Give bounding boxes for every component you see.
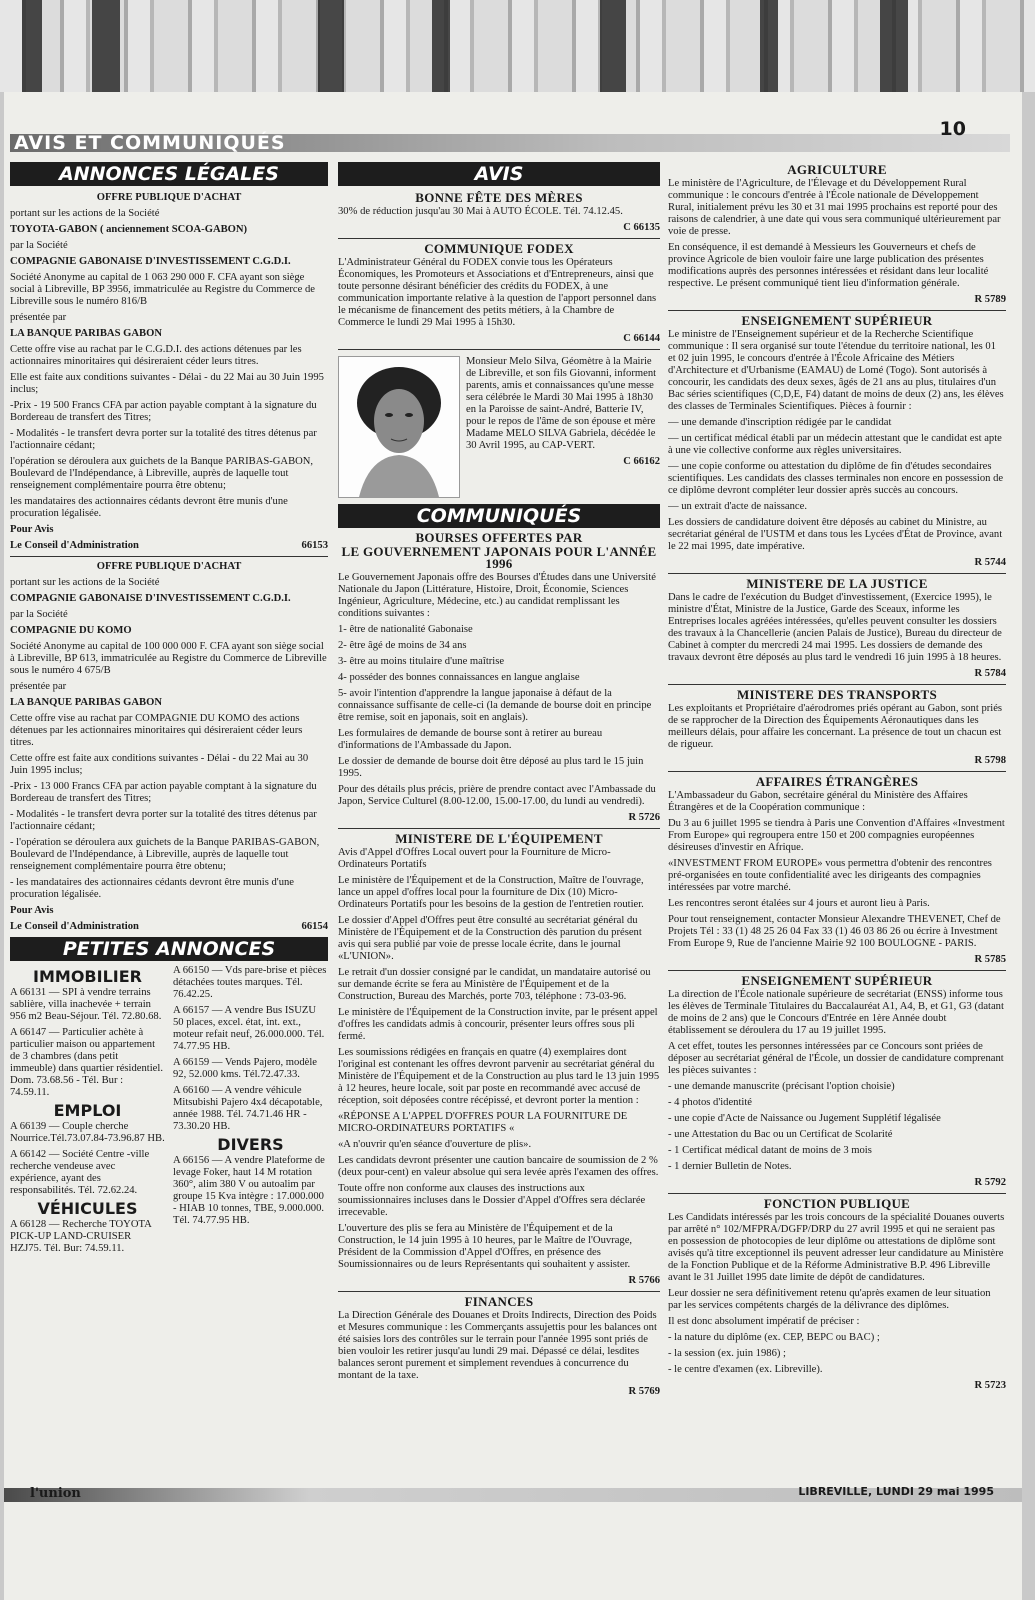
notice-paragraph: Le ministère de l'Équipement de la Construction invite, par le présent appel d'offres les candidats admis à concourir, présenter leurs offres sous pli fermé. (338, 1007, 658, 1042)
obituary-notice (338, 356, 660, 498)
divider (338, 1291, 660, 1292)
classified-ad: A 66150 — Vds pare-brise et pièces détachées toutes marques. Tél. 76.42.25. (173, 965, 327, 1000)
offer-line: présentée par (10, 681, 67, 692)
banner-avis: AVIS (338, 162, 660, 186)
scan-top-band (0, 0, 1035, 92)
notice-paragraph: «A n'ouvrir qu'en séance d'ouverture de plis». (338, 1139, 532, 1150)
notice-paragraph: Le dossier d'Appel d'Offres peut être consulté au secrétariat général du Ministère de l'Équipement et de la Construction dès parution du présent avis qui sera publié par voie de presse locale écrite, dans le journal «L'UNION». (338, 915, 642, 962)
notice-paragraph: Le ministère de l'Agriculture, de l'Élevage et du Développement Rural communique : le concours d'entrée à l'École nationale de Développement Rural, initialement prévu les 30 et 31 mai 1995 prochains est reporté pour des raisons de calendrier, à une date qui vous sera communiqué ultérieurement par voie de presse. (668, 178, 1001, 237)
classified-ad: A 66139 — Couple cherche Nourrice.Tél.73.07.84-73.96.87 HB. (10, 1121, 165, 1144)
notice-paragraph: Les formulaires de demande de bourse sont à retirer au bureau d'informations de l'Ambassade du Japon. (338, 728, 603, 751)
ad-reference: R 5792 (974, 1177, 1006, 1188)
classified-ad: A 66156 — A vendre Plateforme de levage Foker, haut 14 M rotation 360°, alim 380 V ou autoalim par groupe 15 Kva intègre : 17.000.000 - HIAB 10 tonnes, TBE, 9.000.000. Tél. 74.77.95 HB. (173, 1155, 325, 1226)
column-ministeres (668, 162, 1006, 1392)
notice-text: Les exploitants et Propriétaire d'aérodromes priés opérant au Gabon, sont priés de se rapprocher de la Direction des Équipements Aéronautiques dans les meilleurs délais, pour affaire les concernant. La présence de tout un chacun est de rigueur. (668, 703, 1003, 750)
category-heading: DIVERS (217, 1135, 284, 1154)
offer-line: COMPAGNIE GABONAISE D'INVESTISSEMENT C.G.D.I. (10, 593, 291, 604)
divider (10, 556, 328, 557)
ad-reference: R 5769 (628, 1386, 660, 1397)
offer-paragraph: -Prix - 19 500 Francs CFA par action payable comptant à la signature du Bordereau de transfert des Titres; (10, 400, 317, 423)
notice-paragraph: - le centre d'examen (ex. Libreville). (668, 1364, 823, 1375)
ad-reference: 66153 (301, 540, 328, 551)
notice-text: La Direction Générale des Douanes et Droits Indirects, Direction des Poids et Mesures communique : les Commerçants assujettis pour les balances ont été saisies lors des contrôles sur le terrain pour l'année 1995 sont priés de bien vouloir les retirer jusqu'au lundi 29 mai. Dépassé ce délai, lesdites balances seront purement et simplement revendues à concurrence du montant de la taxe. (338, 1310, 657, 1381)
classified-ad: A 66159 — Vends Pajero, modèle 92, 52.000 kms. Tél.72.47.33. (173, 1057, 317, 1080)
notice-paragraph: - 4 photos d'identité (668, 1097, 752, 1108)
offer-paragraph: les mandataires des actionnaires cédants devront être munis d'une procuration légalisée. (10, 496, 288, 519)
offer-paragraph: Cette offre vise au rachat par COMPAGNIE DU KOMO des actions détenues par les actionnaires minoritaires qui désireraient céder leurs titres. (10, 713, 303, 748)
offer-line: par la Société (10, 609, 68, 620)
notice-title: MINISTERE DES TRANSPORTS (736, 687, 938, 702)
notice-paragraph: Les dossiers de candidature doivent être déposés au cabinet du Ministre, au secrétariat général de l'USTM et dans tous les Lycées d'État de Province, avant le 22 mai 1995, date impérative. (668, 517, 1003, 552)
notice-paragraph: Leur dossier ne sera définitivement retenu qu'après examen de leur situation par les services compétents chargés de la délivrance des diplômes. (668, 1288, 991, 1311)
notice-subtitle: LE GOUVERNEMENT JAPONAIS POUR L'ANNÉE 1996 (341, 544, 657, 571)
notice-paragraph: Le dossier de demande de bourse doit être déposé au plus tard le 15 juin 1995. (338, 756, 644, 779)
notice-paragraph: 1- être de nationalité Gabonaise (338, 624, 473, 635)
notice-paragraph: - une demande manuscrite (précisant l'option choisie) (668, 1081, 895, 1092)
ad-reference: C 66144 (623, 333, 660, 344)
notice-paragraph: Les soumissions rédigées en français en quatre (4) exemplaires dont l'original est contenant les offres devront parvenir au secrétariat général du Ministère de l'Équipement et de la Construction au plus tard le 13 juin 1995 à 12 heures, heure locale, soit par poste en recommandé avec accusé de réception, soit déposées contre récépissé, et devront porter la mention : (338, 1047, 660, 1106)
offer-paragraph: - l'opération se déroulera aux guichets de la Banque PARIBAS-GABON, Boulevard de l'Indépendance, à Libreville, auprès de laquelle tout renseignement complémentaire pourra être obtenu; (10, 837, 320, 872)
offer-line: Société Anonyme au capital de 100 000 000 F. CFA ayant son siège social à Libreville, BP 613, immatriculée au Registre du Commerce de Libreville sous le numéro 4 675/B (10, 641, 327, 676)
offer-line: COMPAGNIE DU KOMO (10, 625, 132, 636)
offer-paragraph: - Modalités - le transfert devra porter sur la totalité des titres détenus par l'actionnaire cédant; (10, 809, 317, 832)
notice-paragraph: 2- être âgé de moins de 34 ans (338, 640, 467, 651)
classified-ad: A 66157 — A vendre Bus ISUZU 50 places, excel. état, int. ext., moteur refait neuf, 26.000.000. Tél. 74.77.95 HB. (173, 1005, 325, 1052)
notice-paragraph: L'ouverture des plis se fera au Ministère de l'Équipement et de la Construction, le 14 juin 1995 à 10 heures, par le Maître de l'Ouvrage, Président de la Commission d'Appel d'Offres, en présence des Soumissionnaires ou de leurs Représentants qui souhaitent y assister. (338, 1223, 633, 1270)
offer-paragraph: -Prix - 13 000 Francs CFA par action payable comptant à la signature du Bordereau de transfert des Titres; (10, 781, 317, 804)
notice-paragraph: 3- être au moins titulaire d'une maîtrise (338, 656, 505, 667)
classified-ad: A 66131 — SPI à vendre terrains sablière, villa inachevée + terrain 956 m2 Beau-Séjour. Tél. 72.80.68. (10, 987, 162, 1022)
notice-paragraph: Le ministère de l'Équipement et de la Construction, Maître de l'ouvrage, lance un appel d'offres local pour la fourniture de Dix (10) Micro-Ordinateurs Portatifs pour les besoins de la gestion de l'entretien routier. (338, 875, 644, 910)
divider (668, 970, 1006, 971)
offer-line: portant sur les actions de la Société (10, 577, 160, 588)
offer-publique-1 (10, 192, 328, 552)
notice-paragraph: L'Ambassadeur du Gabon, secrétaire général du Ministère des Affaires Étrangères et de la Coopération communique : (668, 790, 968, 813)
signature-row (10, 921, 328, 933)
pour-avis: Pour Avis (10, 905, 54, 916)
pour-avis: Pour Avis (10, 524, 54, 535)
ad-reference: R 5784 (974, 668, 1006, 679)
notice-paragraph: Pour des détails plus précis, prière de prendre contact avec l'Ambassade du Japon, Service Culturel (8.00-12.00, 15.00-17.00, du lundi au vendredi). (338, 784, 656, 807)
category-heading: EMPLOI (53, 1101, 122, 1120)
ad-reference: R 5726 (628, 812, 660, 823)
ad-reference: C 66162 (623, 456, 660, 467)
notice-paragraph: Les Candidats intéressés par les trois concours de la spécialité Douanes ouverts par arrêté n° 102/MFPRA/DGFP/DRP du 27 avril 1995 et qui ne seraient pas en possession de photocopies de leur diplôme ou attestations de diplôme sont avisés qu'à titre exceptionnel ils peuvent adresser leur candidature au Ministère de la Fonction Publique et de la Réforme Administrative B.P. 496 Libreville avant le 31 Juillet 1995 date limite de dépôt de candidatures. (668, 1212, 1005, 1283)
offer-paragraph: l'opération se déroulera aux guichets de la Banque PARIBAS-GABON, Boulevard de l'Indépendance, à Libreville, auprès de laquelle tout renseignement complémentaire pourra être obtenu; (10, 456, 314, 491)
offer-line: COMPAGNIE GABONAISE D'INVESTISSEMENT C.G.D.I. (10, 256, 291, 267)
notice-paragraph: 5- avoir l'intention d'apprendre la langue japonaise à défaut de la connaissance suffisante de celle-ci (la demande de bourse doit en principe être remise, soit en japonais, soit en anglais). (338, 688, 652, 723)
notice-paragraph: Les rencontres seront étalées sur 4 jours et auront lieu à Paris. (668, 898, 930, 909)
notice-title: MINISTERE DE LA JUSTICE (746, 576, 928, 591)
notice-paragraph: Le ministre de l'Enseignement supérieur et de la Recherche Scientifique communique : Il sera organisé sur toute l'étendue du territoire national, les 01 et 02 juin 1995, le concours d'entrée à l'École Africaine des Métiers d'Architecture et d'Urbanisme (EAMAU) de Lomé (Togo). Sont autorisés à concourir, les candidats des deux sexes, âgés de 21 ans au plus, titulaires d'un Bac séries scientifiques (C,D,E, F4) datant de moins de deux (2) ans, les élèves des classes de Terminales Scientifiques. Pièces à fournir : (668, 329, 1004, 412)
notice-paragraph: - une copie d'Acte de Naissance ou Jugement Supplétif légalisée (668, 1113, 941, 1124)
offer-paragraph: - Modalités - le transfert devra porter sur la totalité des titres détenus par l'actionnaire cédant; (10, 428, 317, 451)
ad-reference: R 5766 (628, 1275, 660, 1286)
offer-line: présentée par (10, 312, 67, 323)
notice-paragraph: - la session (ex. juin 1986) ; (668, 1348, 786, 1359)
notice-paragraph: Le Gouvernement Japonais offre des Bourses d'Études dans une Université Nationale du Japon (Littérature, Histoire, Droit, Économie, Sciences Ingénieur, Agriculture, Médecine, etc.) au candidat remplissant les conditions suivantes : (338, 572, 656, 619)
offer-line: LA BANQUE PARIBAS GABON (10, 697, 162, 708)
notice-paragraph: «INVESTMENT FROM EUROPE» vous permettra d'obtenir des rencontres pré-organisées en toute confidentialité avec les dirigeants des compagnies intéressées par votre marché. (668, 858, 992, 893)
divider (338, 828, 660, 829)
notice-paragraph: La direction de l'École nationale supérieure de secrétariat (ENSS) informe tous les élèves de Terminale Titulaires du Baccalauréat A1, A4, B, et G1, G3 (datant de moins de 2 ans) que le Concours d'Entrée en 1ère Année doubt établissement se déroulera du 17 au 19 juillet 1995. (668, 989, 1004, 1036)
portrait-image (339, 357, 459, 497)
notice-paragraph: En conséquence, il est demandé à Messieurs les Gouverneurs et chefs de province Agricole de bien vouloir faire une large publication des présentes modifications auprès des personnes intéressées et résidant dans leur localité respective. Le présent communiqué tient lieu d'information générale. (668, 242, 989, 289)
signature: Le Conseil d'Administration (10, 540, 139, 551)
divider (668, 771, 1006, 772)
notice-paragraph: — une demande d'inscription rédigée par le candidat (668, 417, 892, 428)
ad-reference: R 5798 (974, 755, 1006, 766)
notice-paragraph: Les candidats devront présenter une caution bancaire de soumission de 2 % (deux pour-cent) en valeur absolue qui sera levée après l'examen des offres. (338, 1155, 659, 1178)
offer-line: par la Société (10, 240, 68, 251)
notice-title: MINISTERE DE L'ÉQUIPEMENT (395, 831, 603, 846)
divider (338, 238, 660, 239)
classified-ad: A 66147 — Particulier achète à particulier maison ou appartement de 3 chambres (dans petit immeuble) dans quartier résidentiel. Dom. 73.68.56 - Tél. Bur : 74.59.11. (10, 1027, 163, 1098)
obituary-text-block (466, 356, 660, 498)
notice-title: FONCTION PUBLIQUE (763, 1196, 911, 1211)
category-heading: IMMOBILIER (33, 967, 142, 986)
offer-paragraph: - les mandataires des actionnaires cédants devront être munis d'une procuration légalisée. (10, 877, 295, 900)
offer-publique-2 (10, 561, 328, 933)
offer-title: OFFRE PUBLIQUE D'ACHAT (96, 192, 242, 203)
page-number: 10 (939, 118, 966, 140)
footer-date: LIBREVILLE, LUNDI 29 mai 1995 (798, 1485, 994, 1498)
newspaper-page (4, 92, 1022, 1600)
notice-paragraph: A cet effet, toutes les personnes intéressées par ce Concours sont priées de déposer au secrétariat général de l'École, un dossier de candidature comprenant les pièces suivantes : (668, 1041, 1004, 1076)
notice-title: ENSEIGNEMENT SUPÉRIEUR (741, 973, 933, 988)
notice-paragraph: — une copie conforme ou attestation du diplôme de fin d'études secondaires scientifiques. Les candidats des classes terminales non encore en possession de ce diplôme devront compléter leur dossier après succès au concours. (668, 461, 1004, 496)
notice-paragraph: — un certificat médical établi par un médecin attestant que le candidat est apte à une vie collective conforme aux règles universitaires. (668, 433, 1002, 456)
notice-paragraph: — un extrait d'acte de naissance. (668, 501, 807, 512)
notice-title: ENSEIGNEMENT SUPÉRIEUR (741, 313, 933, 328)
signature-row (10, 540, 328, 552)
category-heading: VÉHICULES (37, 1199, 138, 1218)
classified-ad: A 66128 — Recherche TOYOTA PICK-UP LAND-CRUISER HZJ75. Tél. Bur: 74.59.11. (10, 1219, 152, 1254)
divider (338, 349, 660, 350)
ad-reference: 66154 (301, 921, 328, 932)
notice-title: BONNE FÊTE DES MÈRES (415, 190, 583, 205)
notice-title: BOURSES OFFERTES PAR (415, 530, 583, 545)
offer-line: portant sur les actions de la Société (10, 208, 160, 219)
column-avis-communiques (338, 162, 660, 1398)
ad-reference: R 5785 (974, 954, 1006, 965)
notice-paragraph: - une Attestation du Bac ou un Certificat de Scolarité (668, 1129, 893, 1140)
divider (668, 684, 1006, 685)
classified-ad: A 66160 — A vendre véhicule Mitsubishi Pajero 4x4 décapotable, année 1988. Tél. 74.71.46 HR - 73.30.20 HB. (173, 1085, 323, 1132)
divider (668, 573, 1006, 574)
notice-paragraph: Avis d'Appel d'Offres Local ouvert pour la Fourniture de Micro-Ordinateurs Portatifs (338, 847, 611, 870)
notice-title: AGRICULTURE (787, 162, 887, 177)
notice-title: COMMUNIQUE FODEX (424, 241, 574, 256)
banner-communiques: COMMUNIQUÉS (338, 504, 660, 528)
offer-paragraph: Cette offre vise au rachat par le C.G.D.I. des actions détenues par les actionnaires minoritaires qui désireraient céder leurs titres. (10, 344, 302, 367)
notice-paragraph: - 1 dernier Bulletin de Notes. (668, 1161, 792, 1172)
notice-paragraph: Toute offre non conforme aux clauses des instructions aux soumissionnaires incluses dans le Dossier d'Appel d'Offres sera déclarée irrecevable. (338, 1183, 646, 1218)
notice-text: L'Administrateur Général du FODEX convie tous les Opérateurs Économiques, les Promoteurs et Associations et d'Entrepreneurs, ainsi que toute personne désirant bénéficier des crédits du FODEX, à une communication importante relative à la question de l'apport personnel dans le mécanisme de financement des petits métiers, à la Chambre de Commerce le lundi 29 Mai 1995 à 15h30. (338, 257, 657, 328)
offer-title: OFFRE PUBLIQUE D'ACHAT (96, 561, 242, 572)
offer-line: LA BANQUE PARIBAS GABON (10, 328, 162, 339)
column-annonces-legales (10, 162, 328, 1255)
offer-line: TOYOTA-GABON ( anciennement SCOA-GABON) (10, 224, 248, 235)
notice-title: FINANCES (464, 1294, 534, 1309)
portrait-photo (338, 356, 460, 498)
banner-petites-annonces: PETITES ANNONCES (10, 937, 328, 961)
notice-text: Dans le cadre de l'exécution du Budget d'investissement, (Exercice 1995), le ministre d'État, Ministre de la Justice, Garde des Sceaux, informe les Entreprises locales agréées intéressées, qu'elles peuvent consulter les dossiers des travaux à la Chancellerie (ancien Palais de Justice), Bureau du directeur de Cabinet à compter du mercredi 24 mai 1995. Les dossiers de demande des travaux devront être déposés au plus tard le vendredi 16 juin 1995 à 18 heures. (668, 592, 1002, 663)
offer-paragraph: Elle est faite aux conditions suivantes - Délai - du 22 Mai au 30 Juin 1995 inclus; (10, 372, 324, 395)
notice-paragraph: Pour tout renseignement, contacter Monsieur Alexandre THEVENET, Chef de Projets Tél : 33 (1) 48 25 26 04 Fax 33 (1) 46 03 86 26 ou écrire à Investment From Europe 9, Rue de l'ancienne Mairie 92 100 BOULOGNE - PARIS. (668, 914, 1001, 949)
notice-paragraph: Il est donc absolument impératif de préciser : (668, 1316, 860, 1327)
banner-annonces-legales: ANNONCES LÉGALES (10, 162, 328, 186)
signature: Le Conseil d'Administration (10, 921, 139, 932)
ad-reference: C 66135 (623, 222, 660, 233)
divider (668, 1193, 1006, 1194)
offer-line: Société Anonyme au capital de 1 063 290 000 F. CFA ayant son siège social à Libreville, BP 3956, immatriculée au Registre du Commerce de Libreville sous le numéro 816/B (10, 272, 315, 307)
divider (668, 310, 1006, 311)
petites-annonces-list (10, 965, 328, 1255)
ad-reference: R 5723 (974, 1380, 1006, 1391)
ad-reference: R 5744 (974, 557, 1006, 568)
notice-paragraph: Le retrait d'un dossier consigné par le candidat, un mandataire autorisé ou sur demande écrite se fera au Ministère de l'Équipement et de la Construction, Bureau des Marchés, porte 703, téléphone : 73-03-96. (338, 967, 651, 1002)
notice-text: 30% de réduction jusqu'au 30 Mai à AUTO ÉCOLE. Tél. 74.12.45. (338, 206, 623, 217)
notice-paragraph: - 1 Certificat médical datant de moins de 3 mois (668, 1145, 872, 1156)
notice-title: AFFAIRES ÉTRANGÈRES (755, 774, 919, 789)
notice-paragraph: 4- posséder des bonnes connaissances en langue anglaise (338, 672, 580, 683)
classified-ad: A 66142 — Société Centre -ville recherche vendeuse avec expérience, ayant des responsabilités. Tél. 72.62.24. (10, 1149, 150, 1196)
offer-paragraph: Cette offre est faite aux conditions suivantes - Délai - du 22 Mai au 30 Juin 1995 inclus; (10, 753, 309, 776)
notice-paragraph: - la nature du diplôme (ex. CEP, BEPC ou BAC) ; (668, 1332, 880, 1343)
ad-reference: R 5789 (974, 294, 1006, 305)
obituary-text: Monsieur Melo Silva, Géomètre à la Mairie de Libreville, et son fils Giovanni, informent parents, amis et connaissances qu'une messe sera célébrée le Mardi 30 Mai 1995 à 18h30 en la Paroisse de saint-André, Batterie IV, pour le repos de l'âme de son épouse et mère Madame MELO SILVA Gabriela, décédée le 30 Avril 1995, au CAP-VERT. (466, 356, 657, 451)
section-title: AVIS ET COMMUNIQUÉS (14, 132, 286, 154)
footer-masthead: l'union (30, 1486, 81, 1501)
notice-paragraph: «RÉPONSE A L'APPEL D'OFFRES POUR LA FOURNITURE DE MICRO-ORDINATEURS PORTATIFS « (338, 1111, 628, 1134)
notice-paragraph: Du 3 au 6 juillet 1995 se tiendra à Paris une Convention d'Affaires «Investment From Europe» qui regroupera entre 150 et 200 compagnies européennes désireuses d'investir en Afrique. (668, 818, 1005, 853)
